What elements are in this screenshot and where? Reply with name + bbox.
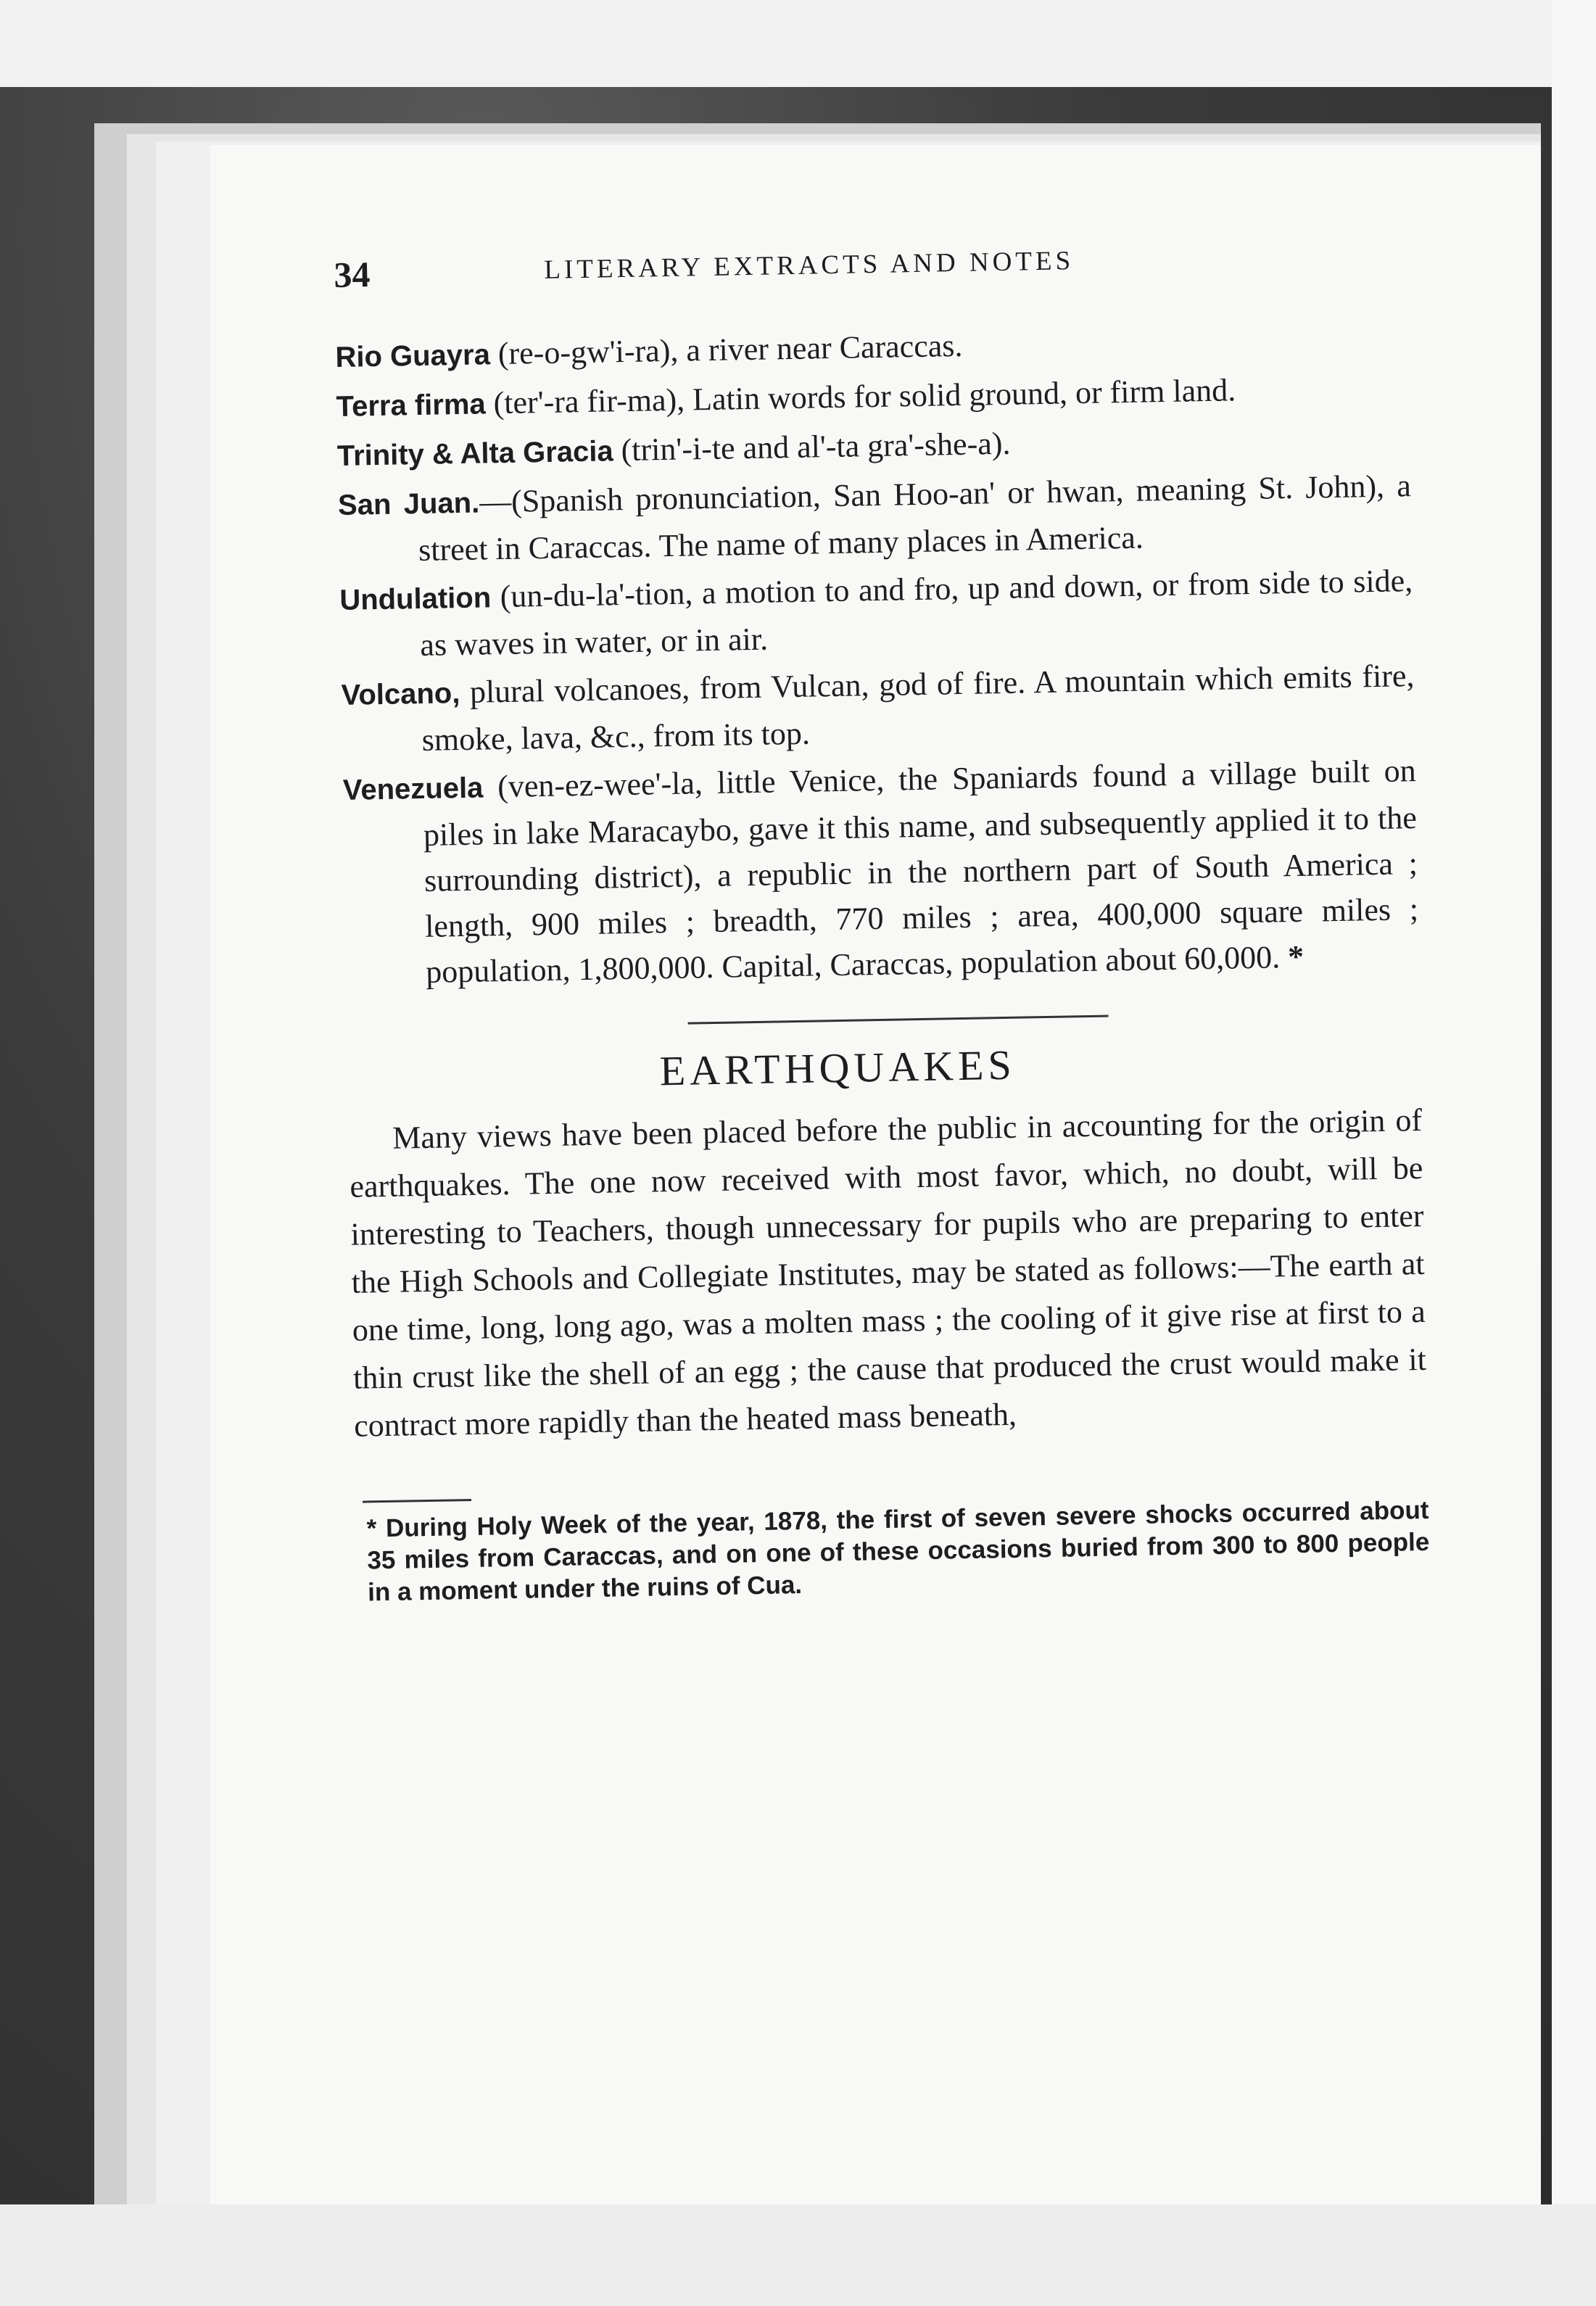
glossary-term: Rio Guayra [335, 339, 491, 373]
glossary-entry [341, 653, 1415, 764]
glossary-definition: —(Spanish pronunciation, San Hoo-an' or hwan, meaning St. John), a street in Caraccas. The name of many places in America. [418, 468, 1412, 569]
section-divider [688, 1015, 1109, 1025]
glossary-definition: (ven-ez-wee'-la, little Venice, the Spaniards found a village built on piles in lake Maracaybo, gave it this name, and subsequently applied it to the surrounding district), a republic in the northern part of South America ; length, 900 miles ; breadth, 770 miles ; area, 400,000 square miles ; population, 1,800,000. Capital, Caraccas, population about 60,000. [423, 753, 1419, 990]
scan-margin-top [0, 0, 1596, 87]
glossary-term: Terra firma [336, 388, 487, 423]
glossary-definition: (re-o-gw'i-ra), a river near Caraccas. [489, 327, 963, 372]
running-head-title: LITERARY EXTRACTS AND NOTES [544, 246, 1075, 285]
glossary-definition: (un-du-la'-tion, a motion to and fro, up and down, or from side to side, as waves in water, or in air. [420, 563, 1413, 663]
glossary-term: San Juan. [337, 487, 480, 521]
glossary-definition: (ter'-ra fir-ma), Latin words for solid ground, or firm land. [485, 372, 1236, 421]
scan-margin-right [1552, 0, 1596, 2306]
footnote-marker: * [1287, 938, 1304, 975]
glossary-term: Venezuela [342, 772, 484, 806]
glossary-definition: (trin'-i-te and al'-ta gra'-she-a). [613, 425, 1011, 468]
footnote: * During Holy Week of the year, 1878, the first of seven severe shocks occurred about 35 miles from Caraccas, and on one of these occasions buried from 300 to 800 people in a moment under the ruins of Cua. [366, 1495, 1430, 1607]
glossary-definition: plural volcanoes, from Vulcan, god of fire. A mountain which emits fire, smoke, lava, &c., from its top. [421, 658, 1415, 758]
scan-margin-bottom [0, 2204, 1596, 2306]
glossary-entry [342, 748, 1419, 996]
footnote-divider [363, 1499, 471, 1503]
glossary-term: Volcano, [341, 677, 460, 711]
book-page [210, 145, 1541, 2204]
running-head [334, 235, 1407, 305]
glossary-term: Trinity & Alta Gracia [336, 435, 614, 472]
glossary-term: Undulation [339, 582, 492, 616]
glossary-list [335, 315, 1420, 996]
page-content [334, 235, 1430, 1609]
glossary-entry [337, 463, 1412, 574]
section-title: EARTHQUAKES [659, 1041, 1017, 1095]
page-number: 34 [334, 254, 371, 295]
body-paragraph: Many views have been placed before the public in accounting for the origin of earthquakes. The one now received with most favor, which, no doubt, will be interesting to Teachers, though unnecessary for pupils who are preparing to enter the High Schools and Collegiate Institutes, may be stated as follows:—The earth at one time, long, long ago, was a molten mass ; the cooling of it give rise at first to a thin crust like the shell of an egg ; the cause that produced the crust would make it contract more rapidly than the heated mass beneath, [350, 1102, 1427, 1444]
glossary-entry [339, 558, 1414, 669]
